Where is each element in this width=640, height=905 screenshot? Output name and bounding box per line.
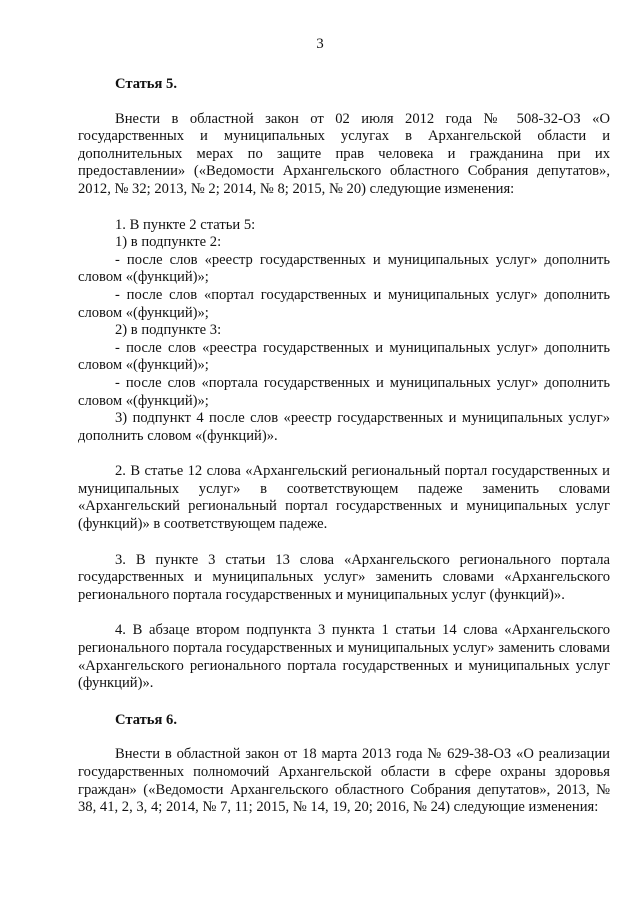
article-5-item-1-sub-2: 2) в подпункте 3: <box>115 322 222 339</box>
article-5-item-1-sub-1-b: - после слов «портал государственных и муниципальных услуг» дополнить словом «(функций)»; <box>78 286 610 321</box>
page-number: 3 <box>316 36 324 52</box>
article-5-item-1-sub-3: 3) подпункт 4 после слов «реестр государственных и муниципальных услуг» дополнить словом «(функций)». <box>78 410 610 444</box>
article-5-item-1-sub-2-b: - после слов «портала государственных и муниципальных услуг» дополнить словом «(функций)»; <box>78 374 610 409</box>
document-body <box>78 76 610 817</box>
article-5-heading: Статья 5. <box>115 76 177 92</box>
article-5-item-3: 3. В пункте 3 статьи 13 слова «Архангельского регионального портала государственных и муниципальных услуг» заменить словами «Архангельского регионального портала государственных и муниципальных услуг (функций)». <box>78 551 610 603</box>
article-5-item-1-sub-1: 1) в подпункте 2: <box>115 234 222 251</box>
article-5-item-2: 2. В статье 12 слова «Архангельский региональный портал государственных и муниципальных услуг» в соответствующем падеже заменить словами «Архангельский региональный портал государственных и муниципальных услуг (функций)» в соответствующем падеже. <box>78 463 610 533</box>
article-5-item-1-sub-2-a: - после слов «реестра государственных и муниципальных услуг» дополнить словом «(функций)»; <box>78 339 610 374</box>
article-5-intro: Внести в областной закон от 02 июля 2012 года № 508-32-ОЗ «О государственных и муниципальных услугах в Архангельской области и дополнительных мерах по защите прав человека и гражданина при их предоставлении» («Ведомости Архангельского областного Собрания депутатов», 2012, № 32; 2013, № 2; 2014, № 8; 2015, № 20) следующие изменения: <box>78 110 610 197</box>
article-6-heading: Статья 6. <box>115 711 177 728</box>
article-6-intro: Внести в областной закон от 18 марта 2013 года № 629-38-ОЗ «О реализации государственных полномочий Архангельской области в сфере охраны здоровья граждан» («Ведомости Архангельского областного Собрания депутатов», 2013, № 38, 41, 2, 3, 4; 2014, № 7, 11; 2015, № 14, 19, 20; 2016, № 24) следующие изменения: <box>78 746 610 816</box>
article-5-item-4: 4. В абзаце втором подпункта 3 пункта 1 статьи 14 слова «Архангельского регионального портала государственных и муниципальных услуг» заменить словами «Архангельского регионального портала государственных и муниципальных услуг (функций)». <box>78 622 610 692</box>
article-5-item-1-sub-1-a: - после слов «реестр государственных и муниципальных услуг» дополнить словом «(функций)»; <box>78 251 610 286</box>
article-5-item-1-title: 1. В пункте 2 статьи 5: <box>115 216 256 233</box>
